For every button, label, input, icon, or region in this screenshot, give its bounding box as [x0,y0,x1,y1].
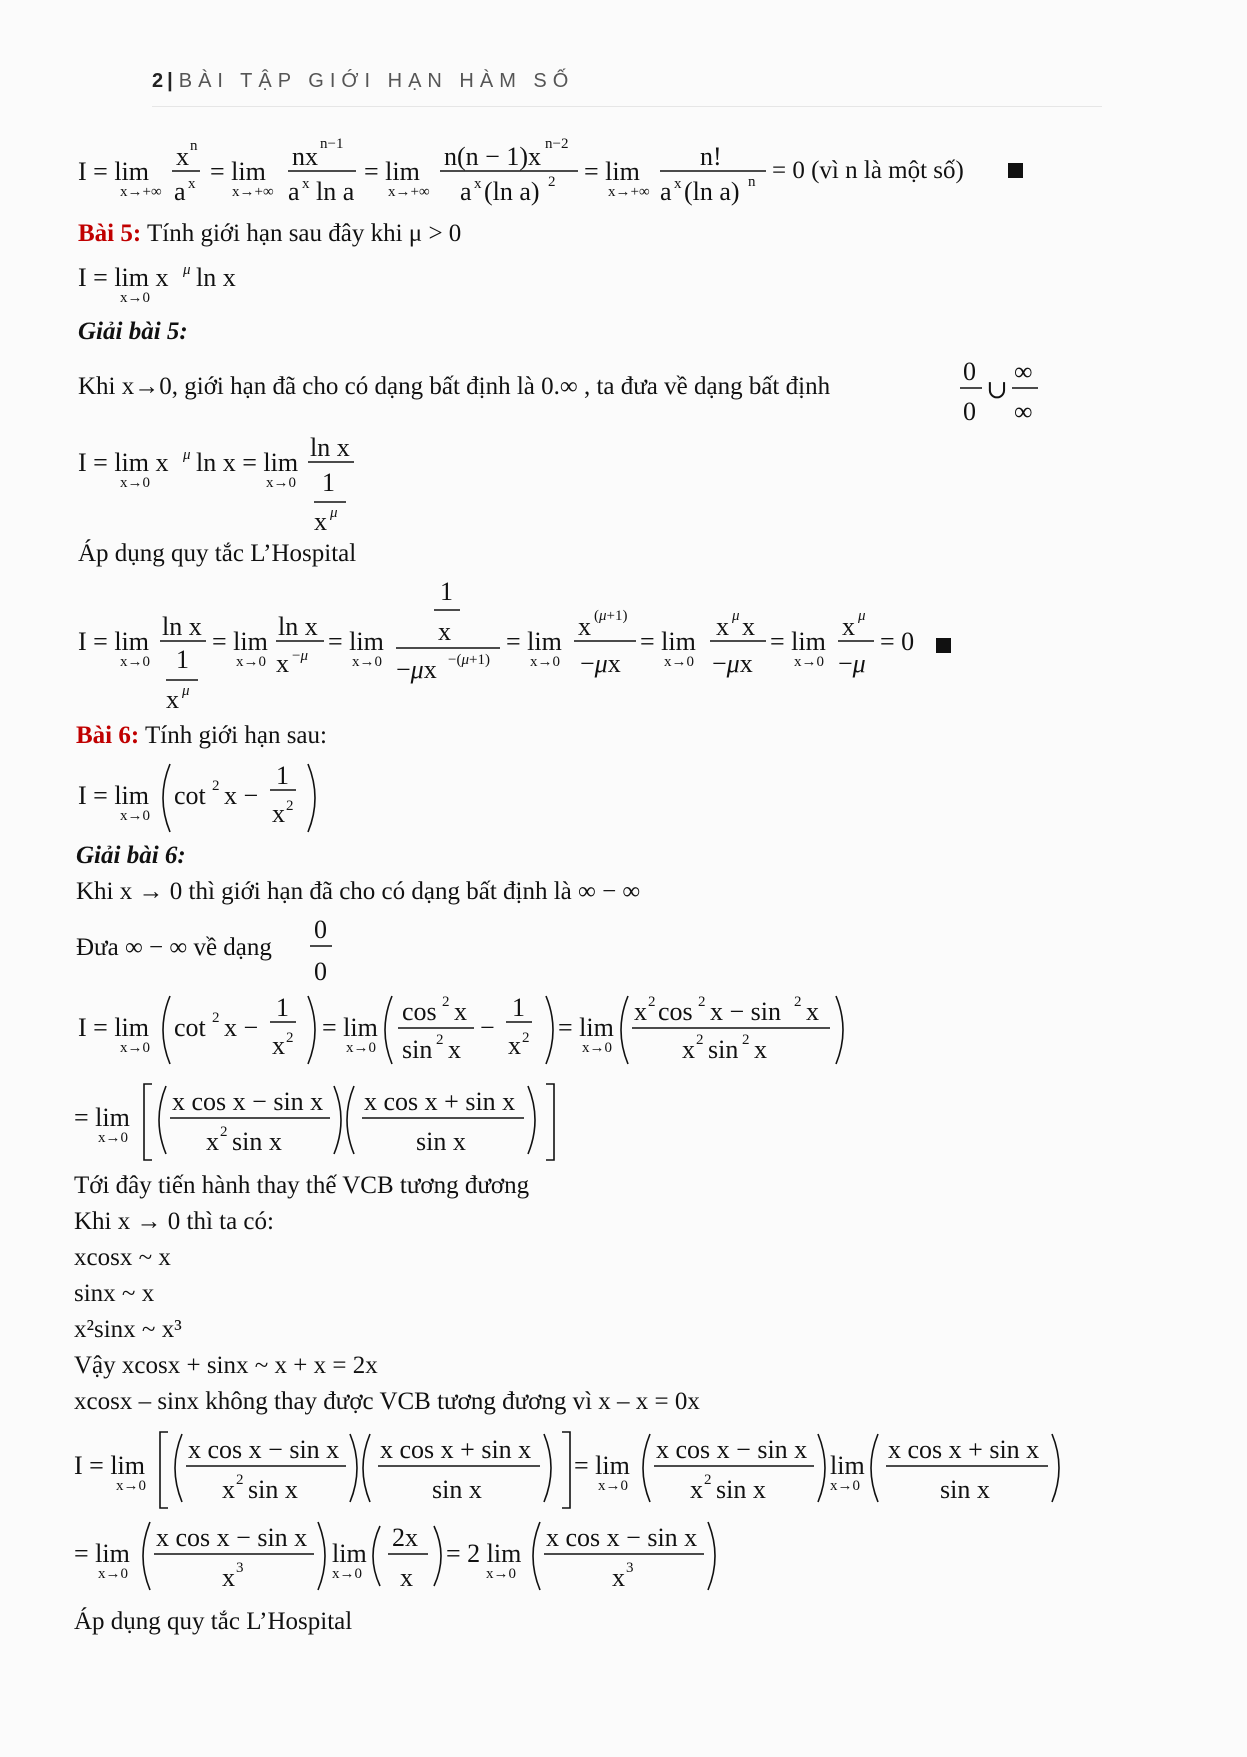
svg-text:= lim: = lim [584,157,640,186]
svg-text:n!: n! [700,142,722,171]
solution-5-apply: Áp dụng quy tắc L’Hospital [78,540,357,567]
svg-text:x: x [690,1475,703,1504]
svg-text:2: 2 [442,994,450,1010]
equivalence-5: xcosx – sinx không thay được VCB tương đương vì x – x = 0x [74,1388,700,1415]
svg-text:x: x [438,617,451,646]
svg-text:x cos x + sin x: x cos x + sin x [380,1435,532,1464]
svg-text:x: x [448,1035,461,1064]
svg-text:x→0: x→0 [120,808,150,824]
svg-text:x→+∞: x→+∞ [120,184,162,200]
page-header: 2 | BÀI TẬP GIỚI HẠN HÀM SỐ [152,70,1102,107]
solution-6-line1: Khi x → 0 thì giới hạn đã cho có dạng bất định là ∞ − ∞ [76,878,641,905]
svg-text:2: 2 [212,1010,220,1026]
svg-text:ln x: ln x [196,263,236,292]
equivalence-3: x²sinx ~ x³ [74,1316,182,1343]
svg-text:x −: x − [224,781,259,810]
svg-text:2: 2 [794,994,802,1010]
exercise-5-label: Bài 5: [78,220,142,247]
svg-text:3: 3 [236,1560,244,1576]
svg-text:x: x [302,176,310,192]
svg-text:x cos x + sin x: x cos x + sin x [888,1435,1040,1464]
svg-text:x: x [176,142,189,171]
svg-text:2: 2 [742,1032,750,1048]
svg-text:2: 2 [212,778,220,794]
svg-text:ln x: ln x [310,433,350,462]
svg-text:μ: μ [182,683,190,699]
svg-text:n(n − 1)x: n(n − 1)x [444,142,541,171]
svg-text:2: 2 [436,1032,444,1048]
svg-text:x − sin: x − sin [710,997,782,1026]
svg-text:x: x [634,997,647,1026]
svg-text:−μx: −μx [712,649,753,678]
svg-text:1: 1 [512,993,525,1022]
svg-text:x: x [166,685,179,714]
equivalence-1: xcosx ~ x [74,1244,171,1271]
solution-6-apply: Áp dụng quy tắc L’Hospital [74,1608,353,1635]
svg-text:I = lim: I = lim [78,157,149,186]
svg-text:2: 2 [220,1124,228,1140]
svg-text:3: 3 [626,1560,634,1576]
svg-text:x→0: x→0 [98,1130,128,1146]
svg-text:(ln a): (ln a) [684,177,740,206]
svg-text:= lim: = lim [640,627,696,656]
svg-text:x: x [272,799,285,828]
svg-text:sin x: sin x [716,1475,766,1504]
svg-text:1: 1 [322,468,335,497]
svg-text:x cos x + sin x: x cos x + sin x [364,1087,516,1116]
svg-text:2: 2 [548,174,556,190]
equivalence-2: sinx ~ x [74,1280,155,1307]
svg-text:x: x [742,612,755,641]
svg-text:−: − [480,1013,495,1042]
svg-text:μ: μ [330,505,338,521]
svg-text:a: a [174,177,186,206]
svg-text:x: x [674,176,682,192]
svg-text:= lim: = lim [558,1013,614,1042]
svg-text:x→+∞: x→+∞ [232,184,274,200]
result-note: = 0 (vì n là một số) [772,157,964,184]
svg-text:2: 2 [286,1030,294,1046]
svg-text:x: x [754,1035,767,1064]
svg-text:= lim: = lim [770,627,826,656]
svg-text:−μ: −μ [292,648,308,664]
svg-text:lim: lim [830,1451,865,1480]
svg-text:nx: nx [292,142,318,171]
svg-text:x cos x − sin x: x cos x − sin x [546,1523,698,1552]
svg-text:= 0: = 0 [880,627,915,656]
svg-text:x→0: x→0 [236,654,266,670]
svg-text:= lim: = lim [210,157,266,186]
svg-text:= lim: = lim [574,1451,630,1480]
svg-text:I = lim x: I = lim x [78,263,169,292]
svg-text:x: x [842,612,855,641]
svg-text:sin x: sin x [416,1127,466,1156]
svg-text:x cos x − sin x: x cos x − sin x [156,1523,308,1552]
svg-text:sin x: sin x [432,1475,482,1504]
svg-text:x: x [806,997,819,1026]
svg-text:sin: sin [708,1035,739,1064]
svg-text:2: 2 [286,798,294,814]
svg-text:x→0: x→0 [664,654,694,670]
svg-text:= lim: = lim [364,157,420,186]
svg-text:I = lim: I = lim [74,1451,145,1480]
svg-text:x→0: x→0 [530,654,560,670]
svg-text:∪: ∪ [986,375,1008,404]
svg-text:= lim: = lim [74,1103,130,1132]
svg-text:sin: sin [402,1035,433,1064]
svg-text:μ: μ [858,608,866,624]
svg-text:= lim: = lim [506,627,562,656]
svg-text:x→0: x→0 [830,1478,860,1494]
svg-text:ln a: ln a [316,177,355,206]
svg-text:x: x [188,176,196,192]
solution-6-line2: Đưa ∞ − ∞ về dạng [76,934,272,961]
svg-text:n−1: n−1 [320,136,344,152]
svg-text:ln x: ln x [162,612,202,641]
svg-text:x→0: x→0 [98,1566,128,1582]
svg-text:x: x [682,1035,695,1064]
svg-text:x→0: x→0 [332,1566,362,1582]
svg-text:0: 0 [314,915,327,944]
svg-text:μ: μ [732,608,740,624]
svg-text:1: 1 [440,577,453,606]
svg-text:−μ: −μ [838,649,866,678]
header-title: BÀI TẬP GIỚI HẠN HÀM SỐ [178,70,575,92]
svg-text:x→0: x→0 [582,1040,612,1056]
svg-text:cos: cos [658,997,693,1026]
svg-text:a: a [660,177,672,206]
svg-text:0: 0 [963,357,976,386]
exercise-6-label: Bài 6: [76,722,140,749]
svg-text:μ: μ [183,447,191,463]
solution-5-line1: Khi x→0, giới hạn đã cho có dạng bất định là 0.∞ , ta đưa về dạng bất định [78,373,831,400]
svg-text:x: x [276,649,289,678]
svg-text:x→0: x→0 [486,1566,516,1582]
svg-text:x: x [474,176,482,192]
svg-text:x cos x − sin x: x cos x − sin x [188,1435,340,1464]
exercise-5-text: Tính giới hạn sau đây khi μ > 0 [147,220,462,247]
svg-text:2: 2 [522,1030,530,1046]
svg-text:−μx: −μx [580,649,621,678]
svg-text:= lim: = lim [328,627,384,656]
svg-text:x→0: x→0 [598,1478,628,1494]
svg-text:sin x: sin x [248,1475,298,1504]
svg-text:(ln a): (ln a) [484,177,540,206]
svg-text:= lim: = lim [322,1013,378,1042]
svg-text:sin x: sin x [232,1127,282,1156]
svg-text:sin x: sin x [940,1475,990,1504]
svg-text:x: x [508,1031,521,1060]
svg-text:ln x: ln x [278,612,318,641]
svg-text:∞: ∞ [1014,397,1033,426]
svg-text:2: 2 [696,1032,704,1048]
svg-text:x: x [222,1475,235,1504]
svg-text:I = lim: I = lim [78,627,149,656]
svg-text:∞: ∞ [1014,357,1033,386]
solution-6-khi: Khi x → 0 thì ta có: [74,1208,274,1235]
svg-text:n: n [748,174,756,190]
svg-text:= 2 lim: = 2 lim [446,1539,522,1568]
svg-text:ln x = lim: ln x = lim [196,448,299,477]
svg-text:a: a [460,177,472,206]
svg-text:I = lim x: I = lim x [78,448,169,477]
svg-text:I = lim: I = lim [78,1013,149,1042]
svg-text:x→0: x→0 [352,654,382,670]
svg-text:x→0: x→0 [266,475,296,491]
svg-text:x→0: x→0 [794,654,824,670]
svg-text:2: 2 [698,994,706,1010]
svg-text:lim: lim [332,1539,367,1568]
svg-text:x→0: x→0 [120,475,150,491]
svg-text:x→0: x→0 [116,1478,146,1494]
svg-text:1: 1 [176,645,189,674]
svg-text:x→0: x→0 [120,654,150,670]
svg-text:x→0: x→0 [120,290,150,306]
svg-text:(μ+1): (μ+1) [594,608,628,624]
svg-text:−μx: −μx [396,655,437,684]
svg-text:0: 0 [314,957,327,986]
svg-text:cot: cot [174,781,206,810]
svg-text:2x: 2x [392,1523,418,1552]
svg-text:a: a [288,177,300,206]
svg-text:x→+∞: x→+∞ [388,184,430,200]
svg-text:2: 2 [236,1472,244,1488]
svg-text:1: 1 [276,761,289,790]
svg-text:x: x [400,1563,413,1592]
svg-text:cos: cos [402,997,437,1026]
svg-text:x: x [716,612,729,641]
svg-text:2: 2 [704,1472,712,1488]
svg-text:x cos x − sin x: x cos x − sin x [656,1435,808,1464]
svg-text:x→+∞: x→+∞ [608,184,650,200]
svg-text:μ: μ [183,262,191,278]
svg-text:= lim: = lim [74,1539,130,1568]
solution-6-label: Giải bài 6: [76,842,186,869]
svg-text:x→0: x→0 [346,1040,376,1056]
svg-text:−(μ+1): −(μ+1) [448,652,490,668]
svg-text:x: x [222,1563,235,1592]
svg-text:x: x [454,997,467,1026]
exercise-6-text: Tính giới hạn sau: [145,722,327,749]
svg-text:0: 0 [963,397,976,426]
page-number: 2 [152,70,164,92]
svg-text:x: x [206,1127,219,1156]
svg-text:2: 2 [648,994,656,1010]
svg-text:n: n [190,138,198,154]
svg-text:n−2: n−2 [545,136,569,152]
svg-text:I = lim: I = lim [78,781,149,810]
svg-text:x cos x − sin x: x cos x − sin x [172,1087,324,1116]
svg-text:cot: cot [174,1013,206,1042]
svg-text:x→0: x→0 [120,1040,150,1056]
svg-text:= lim: = lim [212,627,268,656]
svg-text:x −: x − [224,1013,259,1042]
solution-5-label: Giải bài 5: [78,318,188,345]
svg-text:x: x [612,1563,625,1592]
svg-text:x: x [578,612,591,641]
solution-6-vcb: Tới đây tiến hành thay thế VCB tương đương [74,1172,530,1199]
svg-text:x: x [314,507,327,536]
equivalence-4: Vậy xcosx + sinx ~ x + x = 2x [74,1352,378,1379]
svg-text:x: x [272,1031,285,1060]
svg-text:1: 1 [276,993,289,1022]
